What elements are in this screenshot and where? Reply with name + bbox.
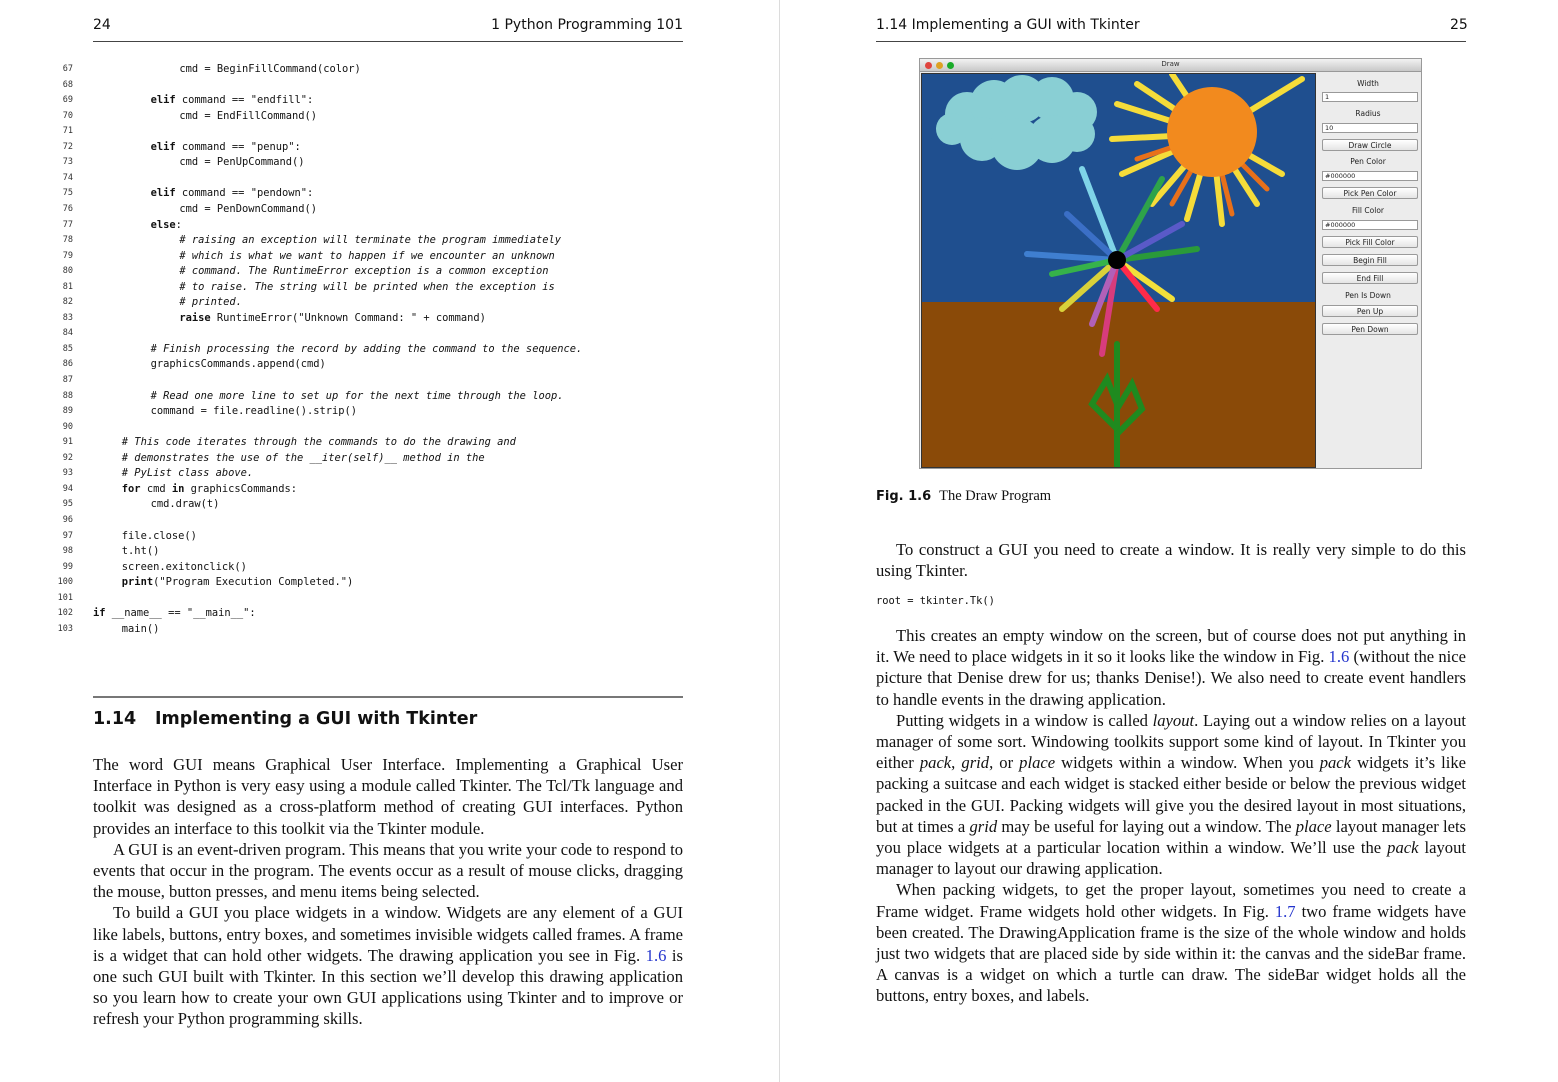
code-token: graphicsCommands: — [184, 482, 297, 495]
line-number: 70 — [62, 110, 73, 121]
code-line — [0, 249, 760, 265]
code-text — [179, 109, 317, 125]
paragraph — [93, 902, 683, 1029]
line-number: 89 — [62, 406, 73, 417]
line-number: 99 — [62, 561, 73, 572]
text-run: widgets it’s like packing a suitcase and each widget is stacked either beside or below the previous widget packed in the GUI. Packing widgets will give you the desired layout in most situations, but at times a — [876, 753, 1466, 836]
code-line — [0, 264, 760, 280]
code-text — [179, 62, 360, 78]
figure-caption — [876, 488, 1051, 505]
code-line — [0, 280, 760, 296]
code-text — [122, 529, 197, 545]
code-text — [179, 202, 317, 218]
page-number-right: 25 — [1450, 17, 1468, 33]
emphasis: pack — [919, 753, 952, 773]
line-number: 100 — [57, 577, 73, 588]
text-run: may be useful for laying out a window. The — [997, 816, 1296, 836]
text-run: To build a GUI you place widgets in a window. Widgets are any element of a GUI like labels, buttons, entry boxes, and sometimes invisible widgets called frames. A frame is a widget that can hold other widgets. The drawing application you see in Fig. — [93, 903, 683, 965]
code-text — [122, 466, 253, 482]
emphasis: grid — [961, 753, 990, 773]
line-number: 91 — [62, 437, 73, 448]
pen-color-entry[interactable]: #000000 — [1322, 171, 1418, 181]
code-comment: # printed. — [179, 296, 242, 309]
code-text — [179, 295, 242, 311]
line-number: 77 — [62, 219, 73, 230]
line-number: 81 — [62, 281, 73, 292]
code-text — [179, 280, 554, 296]
figure-label: Fig. 1.6 — [876, 489, 932, 504]
text-run: This creates an empty window on the screen, but of course does not put anything in it. We need to place widgets in it so it looks like the window in Fig. — [876, 626, 1466, 667]
code-keyword: else — [150, 218, 176, 231]
figure-reference-link[interactable]: 1.7 — [1274, 901, 1296, 921]
code-token: file.close() — [121, 529, 197, 542]
line-number: 86 — [62, 359, 73, 370]
text-run: (without the nice picture that Denise drew for us; thanks Denise!). We also need to create event handlers to handle events in the drawing application. — [876, 647, 1466, 709]
line-number: 74 — [62, 172, 73, 183]
line-number: 90 — [62, 421, 73, 432]
code-comment: # which is what we want to happen if we encounter an unknown — [179, 249, 555, 262]
code-line — [0, 497, 760, 513]
figure-reference-link[interactable]: 1.6 — [645, 945, 667, 965]
code-token: command == "penup": — [175, 140, 301, 153]
paragraph: To construct a GUI you need to create a window. It is really very simple to do this using Tkinter. — [876, 540, 1466, 581]
text-run: widgets within a window. When you — [1055, 753, 1320, 773]
code-text — [151, 140, 301, 156]
emphasis: pack — [1387, 838, 1419, 858]
line-number: 93 — [62, 468, 73, 479]
code-comment: # raising an exception will terminate the program immediately — [179, 234, 561, 247]
sun-circle — [1167, 87, 1257, 177]
code-line — [0, 420, 760, 436]
code-line — [0, 606, 760, 622]
code-token: ("Program Execution Completed.") — [153, 576, 354, 589]
section-number: 1.14 — [93, 709, 137, 729]
code-text — [122, 435, 516, 451]
code-token: graphicsCommands.append(cmd) — [150, 358, 326, 371]
code-token: cmd.draw(t) — [150, 498, 220, 511]
line-number: 69 — [62, 95, 73, 106]
emphasis: pack — [1319, 753, 1352, 773]
pick-fill-color-button[interactable]: Pick Fill Color — [1322, 236, 1418, 248]
line-number: 85 — [62, 343, 73, 354]
code-line — [0, 311, 760, 327]
line-number: 87 — [62, 375, 73, 385]
line-number: 103 — [57, 623, 73, 634]
code-text — [151, 186, 314, 202]
line-number: 75 — [62, 188, 73, 199]
drawing-canvas[interactable] — [921, 73, 1316, 468]
code-text — [151, 93, 314, 109]
pen-down-button[interactable]: Pen Down — [1322, 323, 1418, 335]
figure-caption-text: The Draw Program — [939, 488, 1052, 504]
code-line — [0, 342, 760, 358]
code-keyword: if — [93, 607, 106, 620]
code-line — [0, 171, 760, 187]
line-number: 92 — [62, 452, 73, 463]
draw-circle-button[interactable]: Draw Circle — [1322, 139, 1418, 151]
code-token: cmd = PenUpCommand() — [179, 156, 305, 169]
code-line — [0, 482, 760, 498]
code-line — [0, 622, 760, 638]
code-line — [0, 326, 760, 342]
code-text — [151, 342, 583, 358]
width-entry[interactable]: 1 — [1322, 92, 1418, 102]
draw-program-window — [919, 58, 1422, 469]
code-keyword: raise — [179, 311, 211, 324]
side-bar — [1318, 73, 1420, 466]
header-rule-right — [876, 41, 1466, 42]
code-comment: # Finish processing the record by adding the command to the sequence. — [150, 342, 583, 355]
begin-fill-button[interactable]: Begin Fill — [1322, 254, 1418, 266]
emphasis: place — [1295, 816, 1332, 836]
right-intro-text — [876, 539, 1466, 581]
code-line — [0, 544, 760, 560]
line-number: 83 — [62, 312, 73, 323]
code-comment: # Read one more line to set up for the next time through the loop. — [150, 389, 564, 402]
code-text — [151, 497, 220, 513]
code-text — [151, 404, 357, 420]
paragraph — [876, 625, 1466, 710]
line-number: 94 — [62, 483, 73, 494]
code-line — [0, 186, 760, 202]
line-number: 80 — [62, 266, 73, 277]
pinwheel-center — [1108, 251, 1126, 269]
code-line — [0, 389, 760, 405]
code-token: cmd — [140, 482, 172, 495]
line-number: 84 — [62, 328, 73, 339]
running-head-right: 1.14 Implementing a GUI with Tkinter — [876, 17, 1140, 33]
code-line — [0, 109, 760, 125]
page-number: 24 — [93, 17, 111, 33]
inline-code-listing: root = tkinter.Tk() — [876, 595, 995, 607]
code-comment: # PyList class above. — [121, 467, 254, 480]
fill-color-entry[interactable]: #000000 — [1322, 220, 1418, 230]
code-token: command == "pendown": — [175, 187, 314, 200]
code-token: cmd = EndFillCommand() — [179, 109, 318, 122]
line-number: 101 — [57, 592, 73, 603]
text-run: When packing widgets, to get the proper layout, sometimes you need to create a Frame widget. Frame widgets hold other widgets. In Fig. — [876, 880, 1466, 921]
end-fill-button[interactable]: End Fill — [1322, 272, 1418, 284]
code-token: t.ht() — [121, 545, 160, 558]
code-token: screen.exitonclick() — [121, 560, 247, 573]
line-number: 97 — [62, 530, 73, 541]
paragraph: A GUI is an event-driven program. This means that you write your code to respond to events that occur in the program. The events occur as a result of mouse clicks, dragging the mouse, button presses, and menu items being selected. — [93, 839, 683, 902]
code-keyword: in — [171, 482, 185, 495]
text-run: Putting widgets in a window is called — [896, 710, 1153, 730]
section-rule — [93, 696, 683, 698]
right-body-text — [876, 625, 1466, 1007]
running-head: 1 Python Programming 101 — [491, 17, 683, 33]
code-text — [122, 560, 247, 576]
code-text — [179, 264, 548, 280]
code-text — [151, 357, 326, 373]
code-text — [179, 155, 304, 171]
code-line — [0, 513, 760, 529]
window-titlebar — [920, 59, 1421, 72]
line-number: 78 — [62, 235, 73, 246]
text-run: . Laying out a window relies on a layout manager of some sort. Windowing toolkits support some kind of layout. In Tkinter you either — [876, 710, 1466, 773]
line-number: 79 — [62, 250, 73, 261]
code-line — [0, 93, 760, 109]
code-line — [0, 62, 760, 78]
code-text — [122, 575, 353, 591]
pen-color-label: Pen Color — [1350, 157, 1386, 166]
code-line — [0, 357, 760, 373]
code-line — [0, 560, 760, 576]
line-number: 95 — [62, 499, 73, 510]
line-number: 76 — [62, 203, 73, 214]
code-line — [0, 435, 760, 451]
left-body-text — [93, 754, 683, 1030]
code-line — [0, 295, 760, 311]
code-line — [0, 373, 760, 389]
code-comment: # This code iterates through the commands to do the drawing and — [121, 436, 516, 449]
code-line — [0, 233, 760, 249]
line-number: 82 — [62, 297, 73, 308]
code-comment: # demonstrates the use of the __iter(self)__ method in the — [121, 451, 485, 464]
code-keyword: elif — [150, 94, 176, 107]
code-line — [0, 529, 760, 545]
line-number: 73 — [62, 157, 73, 168]
code-line — [0, 140, 760, 156]
code-text — [122, 482, 297, 498]
code-line — [0, 466, 760, 482]
line-number: 88 — [62, 390, 73, 401]
line-number: 102 — [57, 608, 73, 619]
code-text — [122, 451, 485, 467]
text-run: layout manager to layout our drawing application. — [876, 838, 1467, 879]
emphasis: place — [1019, 753, 1056, 773]
pen-up-button[interactable]: Pen Up — [1322, 305, 1418, 317]
line-number: 68 — [62, 79, 73, 90]
text-run: , or — [989, 753, 1020, 773]
line-number: 98 — [62, 546, 73, 557]
code-text — [122, 544, 160, 560]
emphasis: grid — [969, 816, 998, 836]
code-text — [151, 389, 564, 405]
emphasis: layout — [1152, 710, 1195, 730]
code-keyword: for — [121, 482, 141, 495]
width-label: Width — [1357, 79, 1379, 88]
radius-entry[interactable]: 10 — [1322, 123, 1418, 133]
code-token: cmd = PenDownCommand() — [179, 202, 318, 215]
code-text — [93, 606, 256, 622]
code-token: command == "endfill": — [175, 94, 314, 107]
code-line — [0, 202, 760, 218]
paragraph — [876, 879, 1466, 1006]
text-run: layout manager lets you place widgets at a particular location within a window. We’ll use the — [876, 816, 1467, 858]
code-line — [0, 404, 760, 420]
code-keyword: print — [121, 576, 154, 589]
code-token: main() — [121, 622, 160, 635]
window-title: Draw — [1161, 60, 1180, 68]
pick-pen-color-button[interactable]: Pick Pen Color — [1322, 187, 1418, 199]
code-line — [0, 218, 760, 234]
code-token: command = file.readline().strip() — [150, 405, 358, 418]
code-line — [0, 591, 760, 607]
code-keyword: elif — [150, 187, 176, 200]
line-number: 67 — [62, 64, 73, 74]
section-heading — [93, 709, 477, 729]
pen-status-label: Pen Is Down — [1345, 291, 1391, 300]
code-line — [0, 78, 760, 94]
code-text — [179, 233, 561, 249]
text-run: , — [951, 753, 962, 773]
code-token: : — [175, 218, 182, 231]
code-token: __name__ == "__main__": — [105, 607, 256, 620]
text-run: is one such GUI built with Tkinter. In this section we’ll develop this drawing application so you learn how to create your own GUI applications using Tkinter and to improve or refresh your Python programming skills. — [93, 945, 684, 1029]
line-number: 72 — [62, 141, 73, 152]
code-text — [179, 311, 486, 327]
code-line — [0, 575, 760, 591]
figure-reference-link[interactable]: 1.6 — [1328, 647, 1350, 667]
code-token: cmd = BeginFillCommand(color) — [179, 63, 361, 75]
code-text — [151, 218, 182, 234]
code-keyword: elif — [150, 140, 176, 153]
code-text — [122, 622, 160, 638]
radius-label: Radius — [1355, 109, 1381, 118]
code-line — [0, 451, 760, 467]
code-comment: # to raise. The string will be printed when the exception is — [179, 280, 555, 293]
code-line — [0, 155, 760, 171]
code-text — [179, 249, 554, 265]
code-token: RuntimeError("Unknown Command: " + command) — [210, 311, 486, 324]
fill-color-label: Fill Color — [1352, 206, 1384, 215]
code-line — [0, 124, 760, 140]
section-title: Implementing a GUI with Tkinter — [155, 709, 478, 729]
line-number: 96 — [62, 514, 73, 525]
code-comment: # command. The RuntimeError exception is a common exception — [179, 265, 549, 278]
paragraph: The word GUI means Graphical User Interface. Implementing a Graphical User Interface in Python is very easy using a module called Tkinter. The Tcl/Tk language and toolkit was designed as a cross-platform method of creating GUI interfaces. Python provides an interface to this toolkit via the Tkinter module. — [93, 755, 683, 838]
line-number: 71 — [62, 126, 73, 137]
header-rule — [93, 41, 683, 42]
text-run: two frame widgets have been created. The DrawingApplication frame is the size of the whole window and holds just two widgets that are placed side by side within it: the canvas and the sideBar frame. A canvas is a widget on which a turtle can draw. The sideBar widget holds all the buttons, entry boxes, and labels. — [876, 901, 1466, 1006]
paragraph — [876, 710, 1466, 880]
